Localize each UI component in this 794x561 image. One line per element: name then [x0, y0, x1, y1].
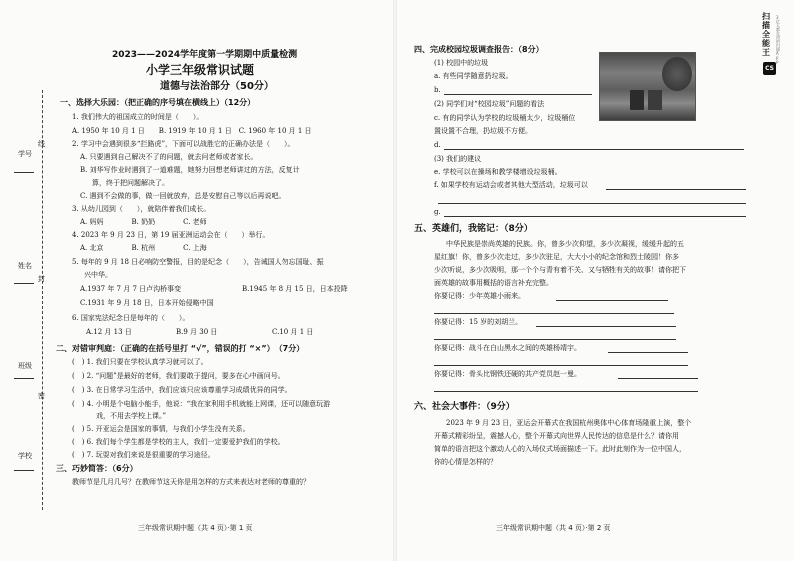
binding-label-2: 线	[38, 140, 45, 148]
survey-blank-f2	[438, 203, 746, 204]
hero-3-blank	[608, 352, 688, 353]
photo-bin-2	[648, 90, 662, 110]
survey-blank-b	[444, 94, 592, 95]
hero-1-prompt: 你要记得：少年英雄小雨来。	[434, 292, 525, 300]
judge-6: ( ) 6. 我们每个学生都是学校的主人，我们一定要爱护我们的学校。	[72, 438, 285, 446]
judge-5: ( ) 5. 开亚运会是国家的事情，与我们小学生没有关系。	[72, 425, 250, 433]
q2-text: 2. 学习中会遇到很多“拦路虎”，下面可以战胜它的正确办法是（ ）。	[72, 140, 295, 148]
survey-part-3: (3) 我们的建议	[434, 155, 482, 163]
hero-4-blank-2	[434, 391, 698, 392]
hero-4-blank	[618, 378, 698, 379]
photo-bin-1	[630, 90, 644, 110]
survey-item-g: g.	[434, 208, 441, 216]
event-text-1: 2023 年 9 月 23 日，亚运会开幕式在我国杭州奥体中心体育场隆重上演，整个	[446, 419, 692, 427]
hero-2-blank	[536, 326, 676, 327]
section-2-title: 二、对错审判庭：（正确的在括号里打 “√”，错误的打 “×”） （7分）	[56, 344, 305, 353]
page-2-footer: 三年级常识期中题（共 4 页）·第 2 页	[496, 524, 611, 532]
survey-blank-g	[444, 216, 746, 217]
section-5-title: 五、英雄们，我铭记：（8分）	[414, 224, 533, 234]
q3-options: A. 妈妈 B. 奶奶 C. 老师	[80, 218, 207, 226]
binding-label-1: 学号	[18, 150, 32, 158]
judge-7: ( ) 7. 玩耍对我们来说是很重要的学习途径。	[72, 451, 215, 459]
q6-text: 6. 国家宪法纪念日是每年的（ ）。	[72, 314, 190, 322]
binding-label-7: 学校	[18, 452, 32, 460]
survey-item-f: f. 如果学校有运动会或者其他大型活动，垃圾可以	[434, 181, 588, 189]
exam-title: 2023——2024学年度第一学期期中质量检测	[112, 50, 298, 60]
survey-blank-f	[606, 189, 746, 190]
event-text-2: 开幕式精彩纷呈，震撼人心，整个开幕式向世界人民传达的信息是什么？请你用	[434, 432, 679, 440]
q5-text: 5. 每年的 9 月 18 日必响防空警报，目的是纪念（ ），告诫国人勿忘国耻、振	[72, 258, 324, 266]
q5-option-b: B.1945 年 8 月 15 日，日本投降	[242, 285, 348, 293]
q3-text: 3. 从幼儿园到（ ），就陪伴着我们成长。	[72, 205, 211, 213]
q5-option-a: A.1937 年 7 月 7 日卢沟桥事变	[80, 285, 182, 293]
hero-1-blank	[556, 300, 668, 301]
survey-part-1: (1) 校园中的垃圾	[434, 59, 489, 67]
survey-part-2: (2) 同学们对“校园垃圾”问题的看法	[434, 100, 545, 108]
q5-text-cont: 兴中华。	[84, 271, 112, 279]
binding-label-4: 封	[38, 275, 45, 283]
scanner-app-name: 扫描全能王	[762, 12, 770, 57]
q6-option-a: A.12 月 13 日	[86, 328, 132, 336]
section-3-question: 教师节是几月几号？在教师节这天你是用怎样的方式来表达对老师的尊重的？	[72, 478, 310, 486]
hero-3-blank-2	[434, 365, 688, 366]
page-2	[396, 0, 776, 561]
survey-item-b: b.	[434, 86, 441, 94]
heroes-intro-2: 星红旗！你，曾多少次走过，多少次驻足，大大小小的纪念馆和烈士陵园！你多	[434, 253, 679, 261]
judge-4-cont: 戏，不用去学校上课。”	[96, 412, 167, 420]
section-6-title: 六、社会大事件：（9分）	[414, 402, 515, 412]
survey-item-c: c. 有的同学认为学校的垃圾桶太少，垃圾桶位	[434, 114, 576, 122]
q2-option-b-cont: 算，终于把问题解决了。	[92, 179, 169, 187]
heroes-intro-1: 中华民族是崇尚英雄的民族。你，曾多少次仰望，多少次凝视，缓缓升起的五	[446, 240, 684, 248]
judge-3: ( ) 3. 在日常学习生活中，我们应该只应该尊重学习成绩优异的同学。	[72, 386, 292, 394]
binding-label-5: 班级	[18, 362, 32, 370]
q1-text: 1. 我们伟大的祖国成立的时间是（ ）。	[72, 113, 204, 121]
q5-option-c: C.1931 年 9 月 18 日，日本开始侵略中国	[80, 299, 214, 307]
scanner-watermark	[760, 12, 790, 132]
binding-label-3: 姓名	[18, 262, 32, 270]
binding-label-6: 密	[38, 392, 45, 400]
photo-tree	[662, 57, 692, 91]
survey-blank-d	[444, 149, 744, 150]
q4-options: A. 北京 B. 杭州 C. 上海	[80, 244, 207, 252]
section-1-title: 一、选择大乐园：（把正确的序号填在横线上）（12分）	[60, 98, 256, 107]
page-1-footer: 三年级常识期中题（共 4 页）·第 1 页	[138, 524, 253, 532]
subject-title: 小学三年级常识试题	[146, 63, 255, 77]
hero-2-prompt: 你要记得：15 岁的刘胡兰。	[434, 318, 523, 326]
judge-4: ( ) 4. 小明是个电脑小能手，他说：“我在家利用手机就能上网课，还可以随意玩游	[72, 400, 331, 408]
q2-option-a: A. 只要遇到自己解决不了的问题，就去问老师或者家长。	[80, 153, 258, 161]
survey-item-e: e. 学校可以在操场和教学楼增设垃圾桶。	[434, 168, 562, 176]
q2-option-b: B. 刘华写作业时遇到了一道难题，她努力回想老师讲过的方法，反复计	[80, 166, 300, 174]
event-text-4: 你的心情是怎样的？	[434, 458, 497, 466]
hero-3-prompt: 你要记得：战斗在白山黑水之间的英雄杨靖宇。	[434, 344, 581, 352]
survey-item-d: d.	[434, 141, 441, 149]
section-3-title: 三、巧妙简答：（6分）	[56, 464, 138, 473]
scanner-subtitle: 3亿人都在用的扫描App	[776, 15, 780, 64]
judge-1: ( ) 1. 我们只要在学校认真学习就可以了。	[72, 358, 208, 366]
scanner-logo-icon: CS	[763, 62, 776, 75]
heroes-intro-4: 面英雄的故事用概括的语言补充完整。	[434, 279, 553, 287]
q4-text: 4. 2023 年 9 月 23 日，第 19 届亚洲运动会在（ ）举行。	[72, 231, 270, 239]
q6-option-c: C.10 月 1 日	[272, 328, 314, 336]
q1-options: A. 1950 年 10 月 1 日 B. 1919 年 10 月 1 日 C. 1960 年 10 月 1 日	[72, 127, 312, 135]
survey-item-c-cont: 置设置不合理，扔垃圾不方便。	[434, 127, 532, 135]
q2-option-c: C. 遇到不会做的事，做一回就放弃，总是安慰自己等以后再说吧。	[80, 192, 286, 200]
event-text-3: 简单的语言把这个激动人心的入场仪式场面描述一下。此时此刻作为一位中国人，	[434, 445, 686, 453]
judge-2: ( ) 2. “问题”是最好的老师，我们要敢于提问，要多在心中画问号。	[72, 372, 285, 380]
section-4-title: 四、完成校园垃圾调查报告：（8分）	[414, 45, 544, 54]
survey-item-a: a. 有些同学随意扔垃圾。	[434, 72, 513, 80]
q6-option-b: B.9 月 30 日	[176, 328, 218, 336]
trash-bin-photo	[599, 52, 696, 121]
hero-2-blank-2	[434, 339, 676, 340]
page-1	[0, 0, 394, 561]
part-title: 道德与法治部分（50分）	[160, 81, 274, 92]
hero-4-prompt: 你要记得：骨头比钢铁还硬的共产党员赵一曼。	[434, 370, 581, 378]
hero-1-blank-2	[434, 313, 674, 314]
heroes-intro-3: 少次听说，多少次吸明，那一个个与青有着不关、又与牺牲有关的故事！请你把下	[434, 266, 686, 274]
